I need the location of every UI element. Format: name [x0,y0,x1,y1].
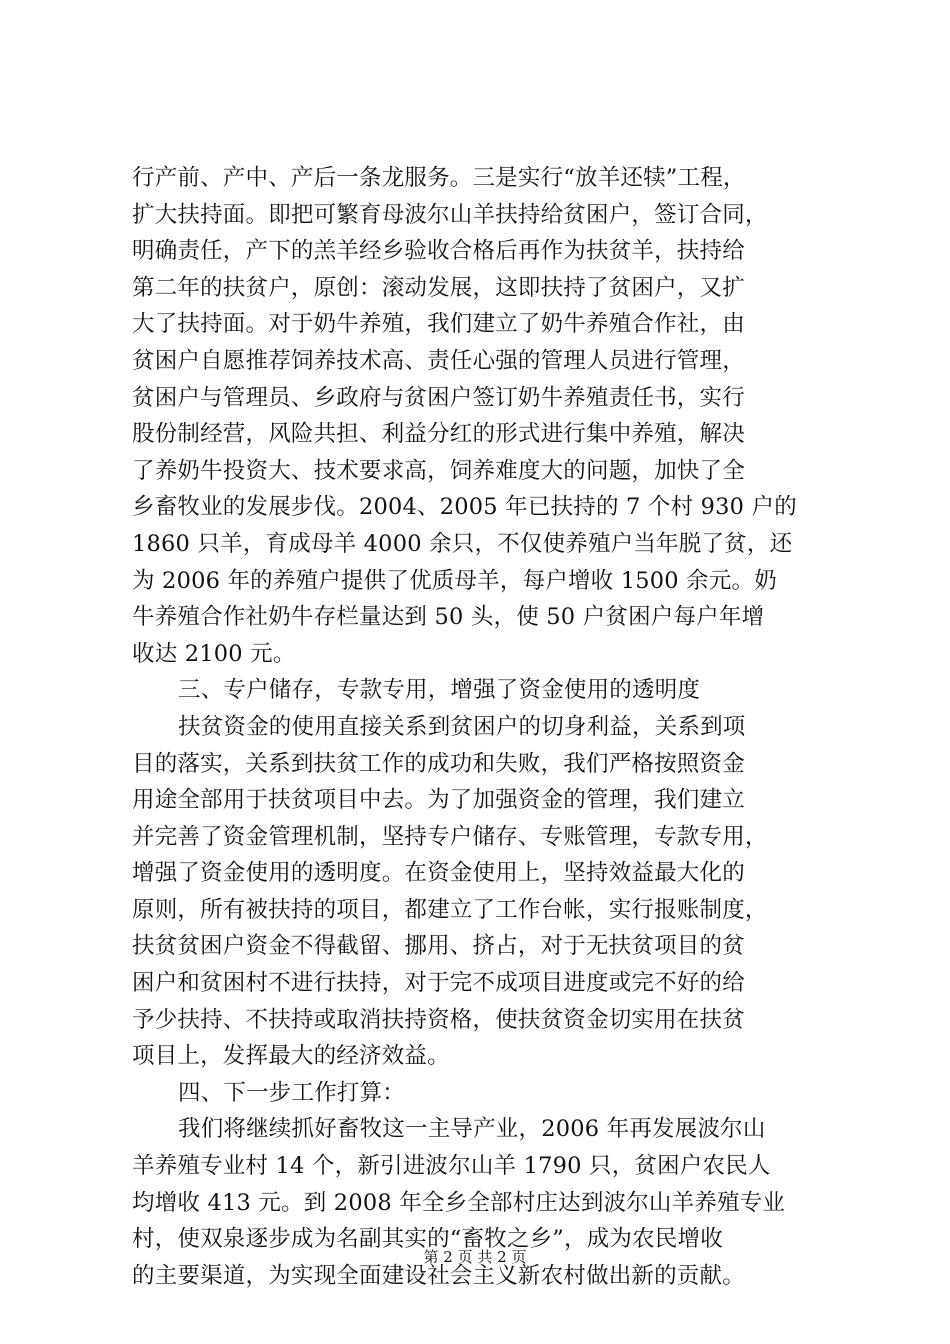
text-line: 乡畜牧业的发展步伐。2004、2005 年已扶持的 7 个村 930 户的 [132,494,797,521]
text-line: 村，使双泉逐步成为名副其实的“畜牧之乡”，成为农民增收 [132,1226,723,1253]
body-text [132,160,832,1294]
text-line: 目的落实，关系到扶贫工作的成功和失败，我们严格按照资金 [132,750,745,777]
text-line: 了养奶牛投资大、技术要求高，饲养难度大的问题，加快了全 [132,457,745,484]
text-line: 的主要渠道，为实现全面建设社会主义新农村做出新的贡献。 [132,1262,745,1289]
page-number-footer: 第 2 页 共 2 页 [423,1248,527,1266]
text-line: 1860 只羊，育成母羊 4000 余只，不仅使养殖户当年脱了贫，还 [132,530,793,557]
text-line: 困户和贫困村不进行扶持，对于完不成项目进度或完不好的给 [132,970,745,997]
text-line: 收达 2100 元。 [132,640,296,667]
text-line: 羊养殖专业村 14 个，新引进波尔山羊 1790 只，贫困户农民人 [132,1153,771,1180]
text-line: 扶贫资金的使用直接关系到贫困户的切身利益，关系到项 [178,713,746,740]
text-line: 扩大扶持面。即把可繁育母波尔山羊扶持给贫困户，签订合同， [132,201,768,228]
text-line: 贫困户自愿推荐饲养技术高、责任心强的管理人员进行管理， [132,347,745,374]
text-line: 用途全部用于扶贫项目中去。为了加强资金的管理，我们建立 [132,787,745,814]
text-line: 股份制经营，风险共担、利益分红的形式进行集中养殖，解决 [132,421,745,448]
text-line: 我们将继续抓好畜牧这一主导产业，2006 年再发展波尔山 [178,1116,766,1143]
text-line: 行产前、产中、产后一条龙服务。三是实行“放羊还犊”工程， [132,165,746,191]
text-line: 第二年的扶贫户，原创：滚动发展，这即扶持了贫困户，又扩 [132,274,745,301]
text-line: 并完善了资金管理机制，坚持专户储存、专账管理，专款专用， [132,823,768,850]
text-line: 明确责任，产下的羔羊经乡验收合格后再作为扶贫羊，扶持给 [132,238,745,265]
text-line: 予少扶持、不扶持或取消扶持资格，使扶贫资金切实用在扶贫 [132,1006,745,1033]
text-line: 为 2006 年的养殖户提供了优质母羊，每户增收 1500 余元。奶 [132,567,777,594]
text-line: 原则，所有被扶持的项目，都建立了工作台帐，实行报账制度， [132,896,768,923]
text-line: 大了扶持面。对于奶牛养殖，我们建立了奶牛养殖合作社，由 [132,311,745,338]
text-line: 贫困户与管理员、乡政府与贫困户签订奶牛养殖责任书，实行 [132,384,745,411]
text-line: 项目上，发挥最大的经济效益。 [132,1043,450,1070]
text-line: 增强了资金使用的透明度。在资金使用上，坚持效益最大化的 [132,860,745,887]
text-line: 均增收 413 元。到 2008 年全乡全部村庄达到波尔山羊养殖专业 [132,1189,786,1216]
section-heading: 四、下一步工作打算： [178,1079,406,1106]
text-line: 牛养殖合作社奶牛存栏量达到 50 头，使 50 户贫困户每户年增 [132,604,765,631]
text-line: 扶贫贫困户资金不得截留、挪用、挤占，对于无扶贫项目的贫 [132,933,745,960]
section-heading: 三、专户储存，专款专用，增强了资金使用的透明度 [178,677,701,704]
